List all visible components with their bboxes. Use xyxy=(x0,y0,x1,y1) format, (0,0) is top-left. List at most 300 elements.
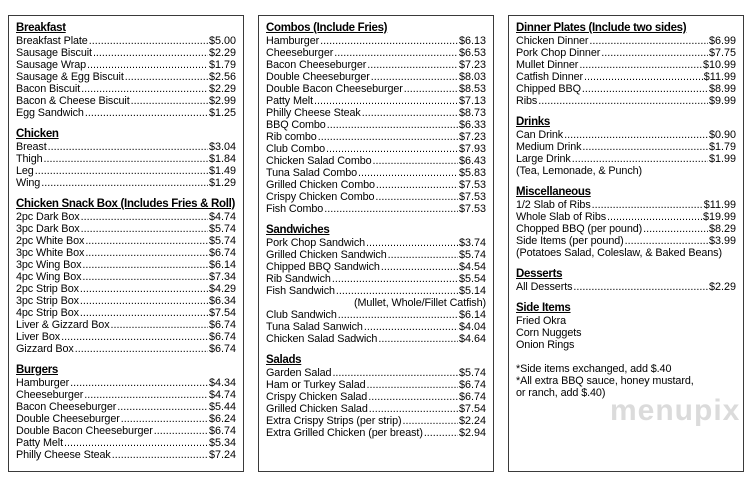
menu-item-label: Catfish Dinner xyxy=(516,71,584,83)
dot-leader xyxy=(332,367,458,379)
dot-leader xyxy=(111,319,208,331)
dot-leader xyxy=(592,199,703,211)
menu-item-label: Bacon Cheeseburger xyxy=(16,401,117,413)
dot-leader xyxy=(582,141,708,153)
dot-leader xyxy=(93,47,208,59)
menu-item-row xyxy=(516,83,736,95)
menu-item-price: $6.14 xyxy=(208,259,236,271)
menu-item-label: Cheeseburger xyxy=(16,389,84,401)
menu-item-price: $6.74 xyxy=(458,379,486,391)
menu-item-price: $4.74 xyxy=(208,389,236,401)
menu-item-row xyxy=(16,401,236,413)
menu-item-label: Hamburger xyxy=(16,377,70,389)
menu-item-row xyxy=(516,199,736,211)
menu-section-chicken-snack-box-includes-fries-roll xyxy=(16,197,236,355)
menu-item-label: Sausage & Egg Biscuit xyxy=(16,71,124,83)
menu-item-price: $11.99 xyxy=(703,199,736,211)
menu-item-label: Fried Okra xyxy=(516,315,566,327)
menu-item-label: Ribs xyxy=(516,95,538,107)
menu-section-drinks xyxy=(516,115,736,177)
menu-item-price: $8.03 xyxy=(458,71,486,83)
dot-leader xyxy=(584,71,703,83)
menu-item-row xyxy=(266,203,486,215)
menu-item-price: $1.49 xyxy=(208,165,236,177)
menu-item-row xyxy=(516,315,736,327)
watermark: menupix xyxy=(610,394,741,427)
dot-leader xyxy=(375,191,458,203)
menu-item-row xyxy=(266,261,486,273)
dot-leader xyxy=(404,83,458,95)
menu-item-label: Crispy Chicken Combo xyxy=(266,191,375,203)
spacer xyxy=(516,351,736,363)
dot-leader xyxy=(369,403,458,415)
dot-leader xyxy=(85,247,208,259)
menu-item-label: Pork Chop Dinner xyxy=(516,47,601,59)
menu-item-label: Patty Melt xyxy=(16,437,64,449)
menu-item-price: $2.94 xyxy=(458,427,486,439)
dot-leader xyxy=(112,449,208,461)
menu-item-price: $7.53 xyxy=(458,203,486,215)
menu-item-label: Breakfast Plate xyxy=(16,35,88,47)
menu-item-label: Double Cheeseburger xyxy=(16,413,120,425)
dot-leader xyxy=(318,131,458,143)
menu-column-left xyxy=(8,15,244,472)
menu-item-label: Side Items (per pound) xyxy=(516,235,624,247)
dot-leader xyxy=(601,47,708,59)
dot-leader xyxy=(81,223,208,235)
menu-item-label: 2pc Dark Box xyxy=(16,211,80,223)
menu-item-price: $10.99 xyxy=(702,59,736,71)
dot-leader xyxy=(80,283,208,295)
menu-item-label: Gizzard Box xyxy=(16,343,74,355)
dot-leader xyxy=(572,153,708,165)
section-title: Sandwiches xyxy=(266,224,330,236)
dot-leader xyxy=(61,331,208,343)
menu-item-label: Grilled Chicken Combo xyxy=(266,179,375,191)
menu-item-row xyxy=(16,331,236,343)
menu-item-price: $4.29 xyxy=(208,283,236,295)
menu-item-price: $0.90 xyxy=(708,129,736,141)
menu-item-row xyxy=(266,119,486,131)
menu-item-label: 1/2 Slab of Ribs xyxy=(516,199,591,211)
menu-item-price: $5.54 xyxy=(458,273,486,285)
menu-item-price: $7.24 xyxy=(208,449,236,461)
dot-leader xyxy=(607,211,702,223)
menu-item-label: Crispy Chicken Salad xyxy=(266,391,368,403)
menu-item-price: $7.34 xyxy=(208,271,236,283)
menu-item-label: Double Bacon Cheeseburger xyxy=(266,83,403,95)
menu-item-row xyxy=(266,333,486,345)
dot-leader xyxy=(125,71,208,83)
menu-item-row xyxy=(266,131,486,143)
menu-item-row xyxy=(266,47,486,59)
menu-item-price: $9.99 xyxy=(708,95,736,107)
menu-item-label: Pork Chop Sandwich xyxy=(266,237,366,249)
menu-item-price: $1.79 xyxy=(208,59,236,71)
section-title: Combos (Include Fries) xyxy=(266,22,388,34)
menu-item-label: Medium Drink xyxy=(516,141,582,153)
menu-item-label: 2pc White Box xyxy=(16,235,85,247)
menu-item-price: $3.74 xyxy=(458,237,486,249)
dot-leader xyxy=(84,389,208,401)
menu-item-row xyxy=(16,413,236,425)
menu-section-dinner-plates-include-two-sides xyxy=(516,21,736,107)
dot-leader xyxy=(582,83,708,95)
dot-leader xyxy=(75,343,208,355)
dot-leader xyxy=(538,95,708,107)
menu-item-row xyxy=(16,95,236,107)
menu-item-label: 4pc Strip Box xyxy=(16,307,79,319)
menu-item-label: All Desserts xyxy=(516,281,573,293)
dot-leader xyxy=(121,413,208,425)
menu-item-label: Cheeseburger xyxy=(266,47,334,59)
dot-leader xyxy=(388,249,458,261)
menu-item-row xyxy=(516,35,736,47)
menu-item-row xyxy=(16,47,236,59)
dot-leader xyxy=(362,107,458,119)
menu-item-label: Whole Slab of Ribs xyxy=(516,211,607,223)
menu-item-price: $8.73 xyxy=(458,107,486,119)
menu-item-row xyxy=(16,177,236,189)
section-title: Salads xyxy=(266,354,302,366)
menu-item-label: Bacon & Cheese Biscuit xyxy=(16,95,130,107)
section-title: Chicken Snack Box (Includes Fries & Roll) xyxy=(16,198,236,210)
menu-section-salads xyxy=(266,353,486,439)
menu-item-price: $4.04 xyxy=(458,321,486,333)
menu-item-label: 2pc Strip Box xyxy=(16,283,79,295)
menu-item-price: $7.13 xyxy=(458,95,486,107)
dot-leader xyxy=(332,273,458,285)
dot-leader xyxy=(82,271,208,283)
menu-item-row xyxy=(266,83,486,95)
menu-item-price: $4.54 xyxy=(458,261,486,273)
menu-item-price: $11.99 xyxy=(703,71,736,83)
menu-item-row xyxy=(266,273,486,285)
menu-item-row xyxy=(16,295,236,307)
menu-note: *All extra BBQ sauce, honey mustard, xyxy=(516,375,694,387)
menu-section-desserts xyxy=(516,267,736,293)
menu-section-sandwiches xyxy=(266,223,486,345)
menu-item-label: Double Bacon Cheeseburger xyxy=(16,425,153,437)
menu-item-label: Chipped BBQ Sandwich xyxy=(266,261,380,273)
menu-item-price: $5.74 xyxy=(458,367,486,379)
menu-item-row xyxy=(266,107,486,119)
dot-leader xyxy=(314,95,458,107)
menu-item-label: Onion Rings xyxy=(516,339,575,351)
menu-item-price: $1.99 xyxy=(708,153,736,165)
menu-note: or ranch, add $.40) xyxy=(516,387,606,399)
menu-item-price: $6.24 xyxy=(208,413,236,425)
menu-item-price: $6.34 xyxy=(208,295,236,307)
menu-item-label: Liver & Gizzard Box xyxy=(16,319,110,331)
menu-item-label: Corn Nuggets xyxy=(516,327,582,339)
menu-item-price: $8.99 xyxy=(708,83,736,95)
dot-leader xyxy=(373,155,458,167)
menu-item-label: Mullet Dinner xyxy=(516,59,579,71)
menu-item-label: Tuna Salad Sanwich xyxy=(266,321,363,333)
menu-item-row xyxy=(516,141,736,153)
menu-item-row xyxy=(516,47,736,59)
menu-item-price: $7.54 xyxy=(208,307,236,319)
menu-item-label: Fish Combo xyxy=(266,203,324,215)
dot-leader xyxy=(358,167,458,179)
menu-item-row xyxy=(16,247,236,259)
menu-item-row xyxy=(266,237,486,249)
menu-item-row xyxy=(16,71,236,83)
menu-item-price: $1.25 xyxy=(208,107,236,119)
menu-item-label: Grilled Chicken Sandwich xyxy=(266,249,387,261)
menu-item-row xyxy=(266,71,486,83)
dot-leader xyxy=(378,333,458,345)
menu-item-row xyxy=(266,155,486,167)
menu-item-label: Bacon Biscuit xyxy=(16,83,81,95)
menu-item-row xyxy=(16,449,236,461)
menu-item-row xyxy=(266,309,486,321)
menu-item-row xyxy=(16,223,236,235)
menu-item-label: Chicken Dinner xyxy=(516,35,589,47)
menu-item-row xyxy=(266,179,486,191)
menu-item-price: $7.53 xyxy=(458,179,486,191)
menu-item-row xyxy=(516,235,736,247)
menu-item-price: $5.74 xyxy=(208,235,236,247)
menu-item-price: $6.74 xyxy=(208,425,236,437)
menu-item-label: Club Sandwich xyxy=(266,309,337,321)
dot-leader xyxy=(327,119,458,131)
dot-leader xyxy=(85,235,208,247)
menu-item-label: Chicken Salad Combo xyxy=(266,155,372,167)
dot-leader xyxy=(643,223,708,235)
menu-item-row xyxy=(16,59,236,71)
menu-item-row xyxy=(516,339,736,351)
menu-section-combos-include-fries xyxy=(266,21,486,215)
menu-item-label: 3pc Wing Box xyxy=(16,259,82,271)
menu-item-row xyxy=(266,367,486,379)
menu-item-price: $2.24 xyxy=(458,415,486,427)
dot-leader xyxy=(117,401,208,413)
dot-leader xyxy=(44,153,208,165)
menu-item-row xyxy=(266,403,486,415)
menu-item-row xyxy=(266,35,486,47)
menu-item-row xyxy=(16,235,236,247)
menu-item-row xyxy=(16,35,236,47)
dot-leader xyxy=(367,59,458,71)
section-title: Side Items xyxy=(516,302,571,314)
menu-note: (Potatoes Salad, Coleslaw, & Baked Beans) xyxy=(516,247,722,259)
menu-item-price: $5.34 xyxy=(208,437,236,449)
menu-note: *Side items exchanged, add $.40 xyxy=(516,363,672,375)
menu-item-row xyxy=(16,343,236,355)
menu-item-price: $6.74 xyxy=(208,247,236,259)
menu-item-row xyxy=(266,143,486,155)
menu-item-label: Club Combo xyxy=(266,143,326,155)
menu-item-label: Chicken Salad Sadwich xyxy=(266,333,378,345)
menu-item-row xyxy=(16,153,236,165)
dot-leader xyxy=(81,211,208,223)
menu-item-label: Extra Grilled Chicken (per breast) xyxy=(266,427,423,439)
dot-leader xyxy=(41,177,208,189)
menu-section-burgers xyxy=(16,363,236,461)
menu-item-row xyxy=(16,165,236,177)
menu-item-price: $1.84 xyxy=(208,153,236,165)
dot-leader xyxy=(64,437,208,449)
menu-item-label: Philly Cheese Steak xyxy=(266,107,361,119)
menu-item-label: Grilled Chicken Salad xyxy=(266,403,368,415)
section-title: Dinner Plates (Include two sides) xyxy=(516,22,687,34)
menu-item-row xyxy=(16,271,236,283)
menu-item-row xyxy=(516,223,736,235)
dot-leader xyxy=(573,281,708,293)
menu-item-price: $2.56 xyxy=(208,71,236,83)
menu-item-row xyxy=(16,389,236,401)
menu-item-row xyxy=(266,167,486,179)
dot-leader xyxy=(70,377,208,389)
menu-item-label: Chipped BBQ xyxy=(516,83,581,95)
dot-leader xyxy=(326,143,458,155)
dot-leader xyxy=(80,307,208,319)
dot-leader xyxy=(48,141,208,153)
menu-item-row xyxy=(266,379,486,391)
dot-leader xyxy=(87,59,208,71)
menu-item-price: $4.34 xyxy=(208,377,236,389)
menu-item-label: Tuna Salad Combo xyxy=(266,167,358,179)
menu-item-price: $7.23 xyxy=(458,59,486,71)
menu-section-miscellaneous xyxy=(516,185,736,259)
menu-item-price: $19.99 xyxy=(702,211,736,223)
menu-item-price: $7.93 xyxy=(458,143,486,155)
dot-leader xyxy=(80,295,208,307)
menu-item-label: Thigh xyxy=(16,153,43,165)
dot-leader xyxy=(154,425,208,437)
dot-leader xyxy=(589,35,708,47)
dot-leader xyxy=(320,35,458,47)
dot-leader xyxy=(338,309,458,321)
menu-item-price: $6.74 xyxy=(458,391,486,403)
menu-item-row xyxy=(16,377,236,389)
menu-item-price: $4.64 xyxy=(458,333,486,345)
menu-item-price: $3.04 xyxy=(208,141,236,153)
menu-item-label: 3pc Dark Box xyxy=(16,223,80,235)
menu-item-price: $7.54 xyxy=(458,403,486,415)
menu-item-label: Garden Salad xyxy=(266,367,332,379)
menu-item-row xyxy=(266,427,486,439)
menu-item-label: BBQ Combo xyxy=(266,119,326,131)
dot-leader xyxy=(334,47,458,59)
menu-item-price: $2.29 xyxy=(708,281,736,293)
dot-leader xyxy=(131,95,208,107)
menu-item-label: Patty Melt xyxy=(266,95,314,107)
menu-note: (Mullet, Whole/Fillet Catfish) xyxy=(354,297,486,309)
menu-item-row xyxy=(266,249,486,261)
menu-item-price: $6.53 xyxy=(458,47,486,59)
menu-item-label: Rib combo xyxy=(266,131,317,143)
dot-leader xyxy=(82,259,208,271)
menu-item-row xyxy=(16,283,236,295)
dot-leader xyxy=(368,391,458,403)
section-title: Breakfast xyxy=(16,22,66,34)
menu-item-label: 4pc Wing Box xyxy=(16,271,82,283)
menu-item-price: $6.14 xyxy=(458,309,486,321)
menu-column-right xyxy=(508,15,744,472)
menu-item-price: $8.53 xyxy=(458,83,486,95)
menu-item-price: $7.53 xyxy=(458,191,486,203)
dot-leader xyxy=(376,179,458,191)
dot-leader xyxy=(381,261,458,273)
menu-item-price: $6.74 xyxy=(208,319,236,331)
menu-section-side-items xyxy=(516,301,736,399)
menu-item-label: Large Drink xyxy=(516,153,571,165)
dot-leader xyxy=(424,427,458,439)
dot-leader xyxy=(579,59,702,71)
dot-leader xyxy=(336,285,458,297)
menu-item-price: $2.99 xyxy=(208,95,236,107)
dot-leader xyxy=(564,129,708,141)
menu-item-row xyxy=(16,107,236,119)
menu-item-label: Ham or Turkey Salad xyxy=(266,379,366,391)
menu-item-label: Bacon Cheeseburger xyxy=(266,59,367,71)
section-title: Miscellaneous xyxy=(516,186,591,198)
menu-section-chicken xyxy=(16,127,236,189)
menu-item-row xyxy=(266,95,486,107)
menu-item-label: Double Cheeseburger xyxy=(266,71,370,83)
menu-item-price: $6.43 xyxy=(458,155,486,167)
menu-item-price: $5.00 xyxy=(208,35,236,47)
menu-item-price: $8.29 xyxy=(708,223,736,235)
menu-item-label: Sausage Biscuit xyxy=(16,47,92,59)
menu-item-label: Egg Sandwich xyxy=(16,107,84,119)
section-title: Drinks xyxy=(516,116,550,128)
menu-item-label: Extra Crispy Strips (per strip) xyxy=(266,415,402,427)
menu-item-price: $6.99 xyxy=(708,35,736,47)
menu-item-row xyxy=(16,83,236,95)
menu-item-row xyxy=(516,327,736,339)
menu-item-price: $6.74 xyxy=(208,343,236,355)
menu-item-row xyxy=(516,211,736,223)
menu-item-label: Liver Box xyxy=(16,331,61,343)
menu-item-label: Can Drink xyxy=(516,129,564,141)
menu-item-row xyxy=(16,211,236,223)
menu-item-row xyxy=(516,59,736,71)
menu-item-label: Sausage Wrap xyxy=(16,59,87,71)
menu-item-label: Hamburger xyxy=(266,35,320,47)
section-title: Chicken xyxy=(16,128,59,140)
section-title: Burgers xyxy=(16,364,58,376)
menu-item-price: $6.74 xyxy=(208,331,236,343)
menu-item-price: $5.74 xyxy=(208,223,236,235)
dot-leader xyxy=(85,107,208,119)
dot-leader xyxy=(324,203,458,215)
menu-item-row xyxy=(516,281,736,293)
menu-item-label: Chopped BBQ (per pound) xyxy=(516,223,643,235)
menu-item-price: $1.29 xyxy=(208,177,236,189)
menu-item-row xyxy=(266,321,486,333)
section-title: Desserts xyxy=(516,268,563,280)
menu-item-price: $5.74 xyxy=(458,249,486,261)
menu-item-price: $2.29 xyxy=(208,47,236,59)
menu-item-price: $4.74 xyxy=(208,211,236,223)
menu-item-label: Philly Cheese Steak xyxy=(16,449,111,461)
dot-leader xyxy=(402,415,457,427)
menu-columns xyxy=(8,15,744,472)
menu-item-row xyxy=(266,191,486,203)
menu-item-row xyxy=(516,71,736,83)
menu-column-middle xyxy=(258,15,494,472)
menu-item-price: $2.29 xyxy=(208,83,236,95)
menu-item-row xyxy=(16,141,236,153)
menu-item-price: $3.99 xyxy=(708,235,736,247)
dot-leader xyxy=(367,379,458,391)
menu-item-row xyxy=(16,425,236,437)
menu-item-label: Breast xyxy=(16,141,47,153)
